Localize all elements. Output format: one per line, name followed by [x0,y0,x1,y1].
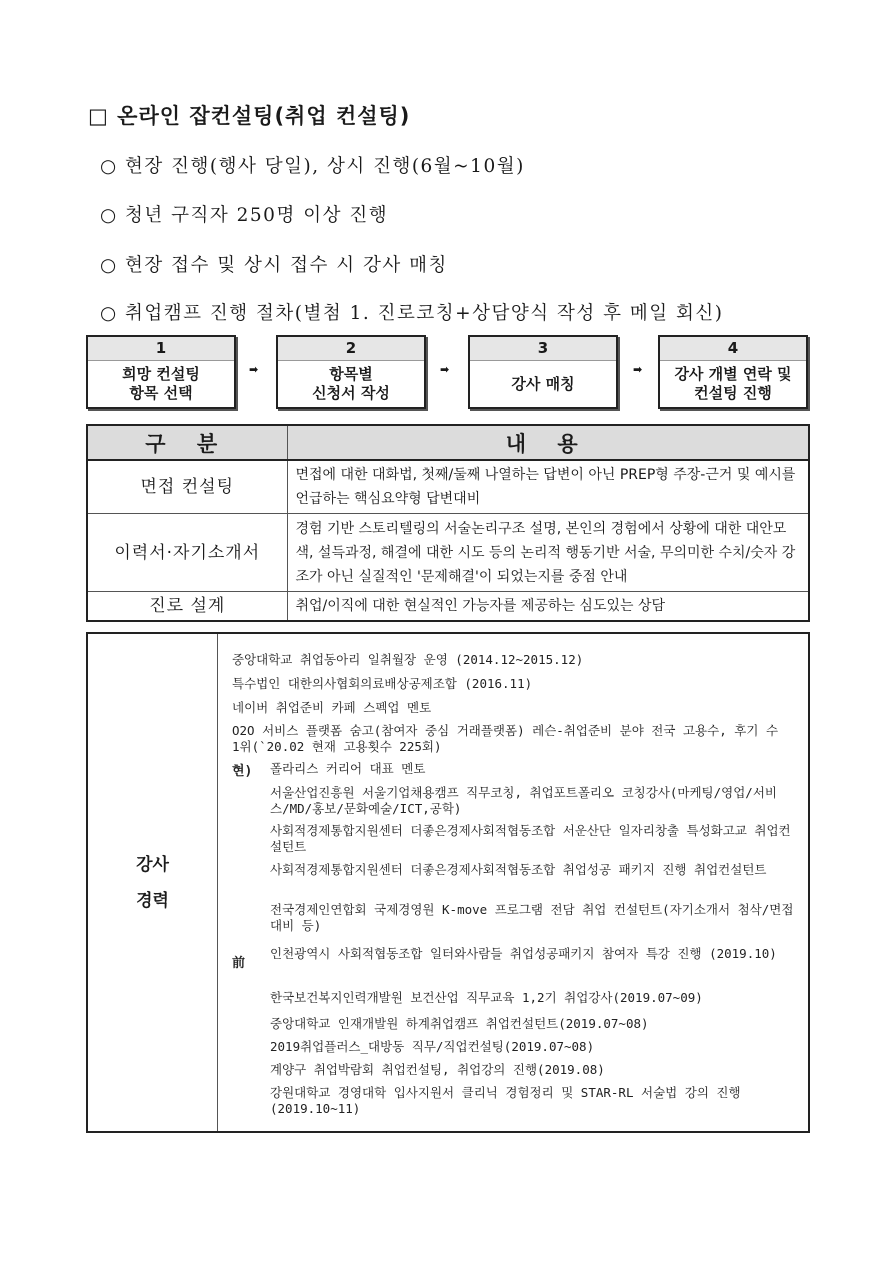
step-number: 2 [278,337,424,361]
list-item: 서울산업진흥원 서울기업채용캠프 직무코칭, 취업포트폴리오 코칭강사(마케팅/영업/서비스/MD/홍보/문화예술/ICT,공학) [270,785,777,816]
table-row [87,460,809,514]
step-label [660,361,806,407]
row-category: 이력서·자기소개서 [87,514,287,592]
list-item: 계양구 취업박람회 취업컨설팅, 취업강의 진행(2019.08) [270,1062,605,1077]
row-content: 취업/이직에 대한 현실적인 가능자를 제공하는 심도있는 상담 [287,592,809,622]
step-2 [276,335,426,409]
table-header-content: 내 용 [287,425,809,460]
step-label [470,361,616,407]
arrow-right-icon: ➡ [440,363,450,376]
step-1 [86,335,236,409]
step-label [278,361,424,407]
step-label-line: 신청서 작성 [312,384,390,402]
career-list [218,634,808,1131]
step-label-line: 강사 매칭 [511,374,575,393]
current-mark: 현) [232,764,253,779]
list-item: O2O 서비스 플랫폼 숨고(참여자 중심 거래플랫폼) 레슨-취업준비 분야 전국 고용수, 후기 수 1위(`20.02 현재 고용횟수 225회) [232,723,779,754]
arrow-right-icon: ➡ [633,363,643,376]
career-label [88,634,218,1131]
step-label-line: 강사 개별 연락 및 [674,365,792,383]
consulting-table [86,424,810,622]
row-content: 면접에 대한 대화법, 첫째/둘째 나열하는 답변이 아닌 PREP형 주장-근거 및 예시를 언급하는 핵심요약형 답변대비 [287,460,809,514]
list-item: 특수법인 대한의사협회의료배상공제조합 (2016.11) [232,676,533,691]
step-label-line: 컨설팅 진행 [694,384,772,402]
step-label-line: 항목별 [329,365,373,383]
step-3 [468,335,618,409]
step-4 [658,335,808,409]
list-item: 2019취업플러스_대방동 직무/직업컨설팅(2019.07~08) [270,1039,595,1054]
step-label [88,361,234,407]
row-category: 면접 컨설팅 [87,460,287,514]
row-category: 진로 설계 [87,592,287,622]
row-content: 경험 기반 스토리텔링의 서술논리구조 설명, 본인의 경험에서 상황에 대한 대안모색, 설득과정, 해결에 대한 시도 등의 논리적 행동기반 서술, 무의미한 수치/숫자 강조가 아닌 실질적인 '문제해결'이 되었는지를 중점 안내 [287,514,809,592]
step-number: 4 [660,337,806,361]
former-mark: 前 [232,956,246,971]
step-number: 3 [470,337,616,361]
list-item: 중앙대학교 취업동아리 일취월장 운영 (2014.12~2015.12) [232,652,584,667]
list-item: 사회적경제통합지원센터 더좋은경제사회적협동조합 취업성공 패키지 진행 취업컨설턴트 [270,862,767,877]
list-item: 폴라리스 커리어 대표 멘토 [270,761,426,776]
step-number: 1 [88,337,234,361]
arrow-right-icon: ➡ [249,363,259,376]
table-row [87,514,809,592]
career-label-line: 경력 [136,890,169,911]
step-label-line: 희망 컨설팅 [122,365,200,383]
list-item: 전국경제인연합회 국제경영원 K-move 프로그램 전담 취업 컨설턴트(자기소개서 첨삭/면접대비 등) [270,902,794,933]
list-item: 네이버 취업준비 카페 스펙업 멘토 [232,700,432,715]
table-header-category: 구 분 [87,425,287,460]
bullet-item: ○ 청년 구직자 250명 이상 진행 [100,205,389,226]
list-item: 인천광역시 사회적협동조합 일터와사람들 취업성공패키지 참여자 특강 진행 (2019.10) [270,946,777,961]
step-label-line: 항목 선택 [129,384,193,402]
career-label-line: 강사 [136,854,169,875]
list-item: 사회적경제통합지원센터 더좋은경제사회적협동조합 서운산단 일자리창출 특성화고교 취업컨설턴트 [270,823,791,854]
bullet-item: ○ 취업캠프 진행 절차(별첨 1. 진로코칭+상담양식 작성 후 메일 회신) [100,303,724,324]
instructor-career-table [86,632,810,1133]
list-item: 중앙대학교 인재개발원 하계취업캠프 취업컨설턴트(2019.07~08) [270,1016,649,1031]
list-item: 강원대학교 경영대학 입사지원서 클리닉 경험정리 및 STAR-RL 서술법 강의 진행(2019.10~11) [270,1085,741,1116]
table-row [87,592,809,622]
section-title: □ 온라인 잡컨설팅(취업 컨설팅) [88,104,411,128]
bullet-item: ○ 현장 진행(행사 당일), 상시 진행(6월~10월) [100,156,525,177]
process-steps [86,335,810,409]
list-item: 한국보건복지인력개발원 보건산업 직무교육 1,2기 취업강사(2019.07~09) [270,990,703,1005]
bullet-item: ○ 현장 접수 및 상시 접수 시 강사 매칭 [100,255,448,276]
